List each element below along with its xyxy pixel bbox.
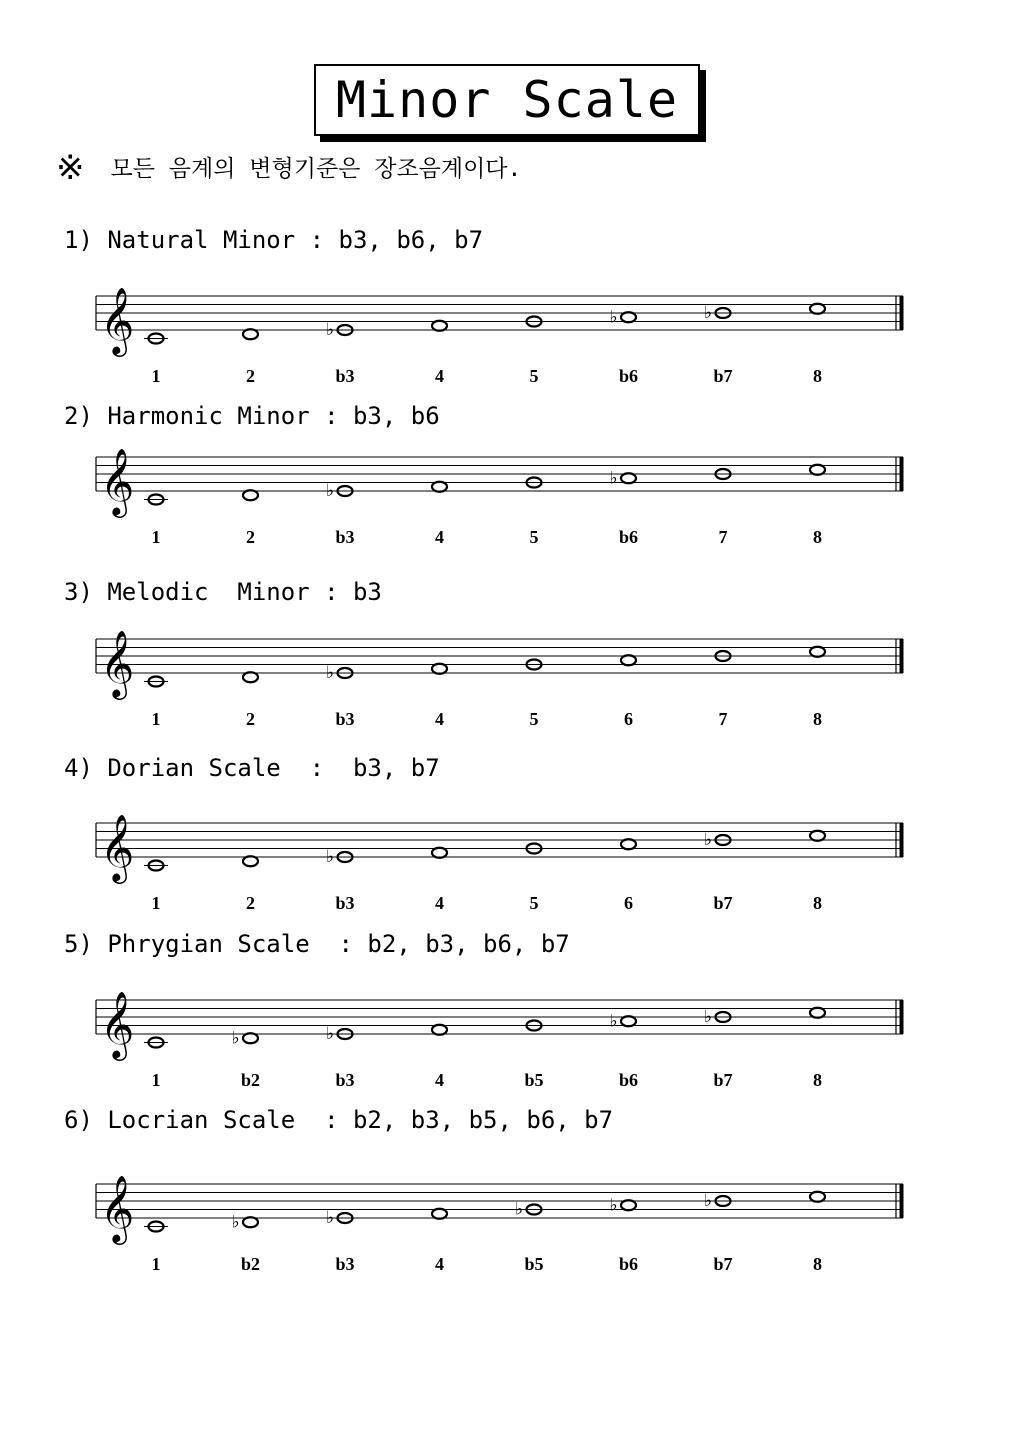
degree-label: b5: [524, 1254, 544, 1274]
flat-icon: ♭: [326, 1024, 335, 1044]
degree-label: 7: [718, 527, 728, 547]
flat-icon: ♭: [609, 1011, 618, 1032]
degree-label: 1: [151, 893, 161, 913]
staff-1: [0, 282, 1024, 386]
treble-clef-icon: 𝄞: [100, 813, 135, 881]
note-text: 모든 음계의 변형기준은 장조음계이다.: [110, 156, 522, 182]
note-head: [432, 321, 447, 331]
note-head: [810, 647, 825, 657]
scale-heading-3: 3) Melodic Minor : b3: [64, 578, 382, 606]
degree-label: b2: [240, 1070, 261, 1090]
degree-label: 1: [151, 527, 161, 547]
degree-label: 4: [435, 366, 444, 386]
note-head: [810, 831, 825, 841]
treble-clef-icon: 𝄞: [100, 1174, 135, 1242]
note-head: [810, 304, 825, 314]
degree-label: 2: [246, 893, 255, 913]
degree-label: 8: [813, 893, 822, 913]
flat-icon: ♭: [704, 303, 713, 323]
degree-label: b5: [524, 1070, 544, 1090]
degree-label: 1: [151, 1070, 161, 1090]
flat-icon: ♭: [231, 1212, 240, 1233]
note-head: [243, 329, 258, 339]
flat-icon: ♭: [515, 1199, 524, 1220]
degree-label: 5: [529, 709, 539, 729]
flat-icon: ♭: [704, 1007, 713, 1027]
note-head: [621, 473, 636, 483]
degree-label: 8: [813, 366, 822, 386]
flat-icon: ♭: [704, 830, 713, 850]
note-head: [243, 1217, 258, 1227]
degree-label: b7: [713, 1070, 733, 1090]
degree-label: 2: [246, 366, 255, 386]
degree-label: b3: [335, 1254, 355, 1274]
note-head: [243, 672, 258, 682]
title-box: [314, 64, 700, 136]
degree-label: b3: [335, 709, 355, 729]
degree-label: 2: [246, 709, 255, 729]
flat-icon: ♭: [326, 663, 335, 683]
note-head: [621, 1016, 636, 1026]
degree-label: 4: [435, 893, 444, 913]
degree-label: 8: [813, 1254, 822, 1274]
degree-label: 6: [624, 709, 633, 729]
degree-label: b3: [335, 366, 355, 386]
degree-label: 4: [435, 527, 444, 547]
note-head: [621, 839, 636, 849]
degree-label: b7: [713, 1254, 733, 1274]
degree-label: b3: [335, 893, 355, 913]
degree-label: 6: [624, 893, 633, 913]
flat-icon: ♭: [326, 1208, 335, 1228]
scale-heading-4: 4) Dorian Scale : b3, b7: [64, 754, 440, 782]
degree-label: 8: [813, 527, 822, 547]
degree-label: b6: [618, 1070, 639, 1090]
degree-label: 8: [813, 1070, 822, 1090]
note-line: [56, 148, 521, 188]
note-head: [432, 1209, 447, 1219]
degree-label: 1: [151, 709, 161, 729]
treble-clef-icon: 𝄞: [100, 286, 135, 354]
degree-label: 7: [718, 709, 728, 729]
flat-icon: ♭: [704, 1191, 713, 1211]
degree-label: b2: [240, 1254, 261, 1274]
degree-label: 8: [813, 709, 822, 729]
note-head: [243, 856, 258, 866]
note-head: [810, 465, 825, 475]
degree-label: b3: [335, 527, 355, 547]
scale-heading-2: 2) Harmonic Minor : b3, b6: [64, 402, 440, 430]
note-head: [243, 490, 258, 500]
reference-mark-icon: ※: [56, 148, 85, 188]
note-head: [810, 1008, 825, 1018]
staff-2: [0, 443, 1024, 547]
degree-label: b6: [618, 1254, 639, 1274]
flat-icon: ♭: [609, 307, 618, 328]
scale-heading-1: 1) Natural Minor : b3, b6, b7: [64, 226, 484, 254]
flat-icon: ♭: [609, 1195, 618, 1216]
flat-icon: ♭: [326, 847, 335, 867]
degree-label: b6: [618, 366, 639, 386]
treble-clef-icon: 𝄞: [100, 629, 135, 697]
degree-label: b3: [335, 1070, 355, 1090]
degree-label: 5: [529, 366, 539, 386]
scale-heading-5: 5) Phrygian Scale : b2, b3, b6, b7: [64, 930, 570, 958]
note-head: [432, 1025, 447, 1035]
note-head: [621, 312, 636, 322]
page-title: Minor Scale: [335, 71, 679, 129]
degree-label: 5: [529, 527, 539, 547]
note-head: [432, 664, 447, 674]
degree-label: 4: [435, 709, 444, 729]
degree-label: 2: [246, 527, 255, 547]
flat-icon: ♭: [609, 468, 618, 489]
note-head: [621, 1200, 636, 1210]
note-head: [621, 655, 636, 665]
note-head: [810, 1192, 825, 1202]
staff-4: [0, 809, 1024, 913]
staff-3: [0, 625, 1024, 729]
note-head: [432, 482, 447, 492]
degree-label: b7: [713, 366, 733, 386]
flat-icon: ♭: [326, 481, 335, 501]
staff-6: [0, 1170, 1024, 1274]
scale-heading-6: 6) Locrian Scale : b2, b3, b5, b6, b7: [64, 1106, 614, 1134]
degree-label: 4: [435, 1254, 444, 1274]
degree-label: 1: [151, 366, 161, 386]
degree-label: 5: [529, 893, 539, 913]
flat-icon: ♭: [231, 1028, 240, 1049]
treble-clef-icon: 𝄞: [100, 990, 135, 1058]
flat-icon: ♭: [326, 320, 335, 340]
staff-5: [0, 986, 1024, 1090]
degree-label: b7: [713, 893, 733, 913]
degree-label: 1: [151, 1254, 161, 1274]
degree-label: 4: [435, 1070, 444, 1090]
note-head: [243, 1033, 258, 1043]
note-head: [432, 848, 447, 858]
degree-label: b6: [618, 527, 639, 547]
treble-clef-icon: 𝄞: [100, 447, 135, 515]
